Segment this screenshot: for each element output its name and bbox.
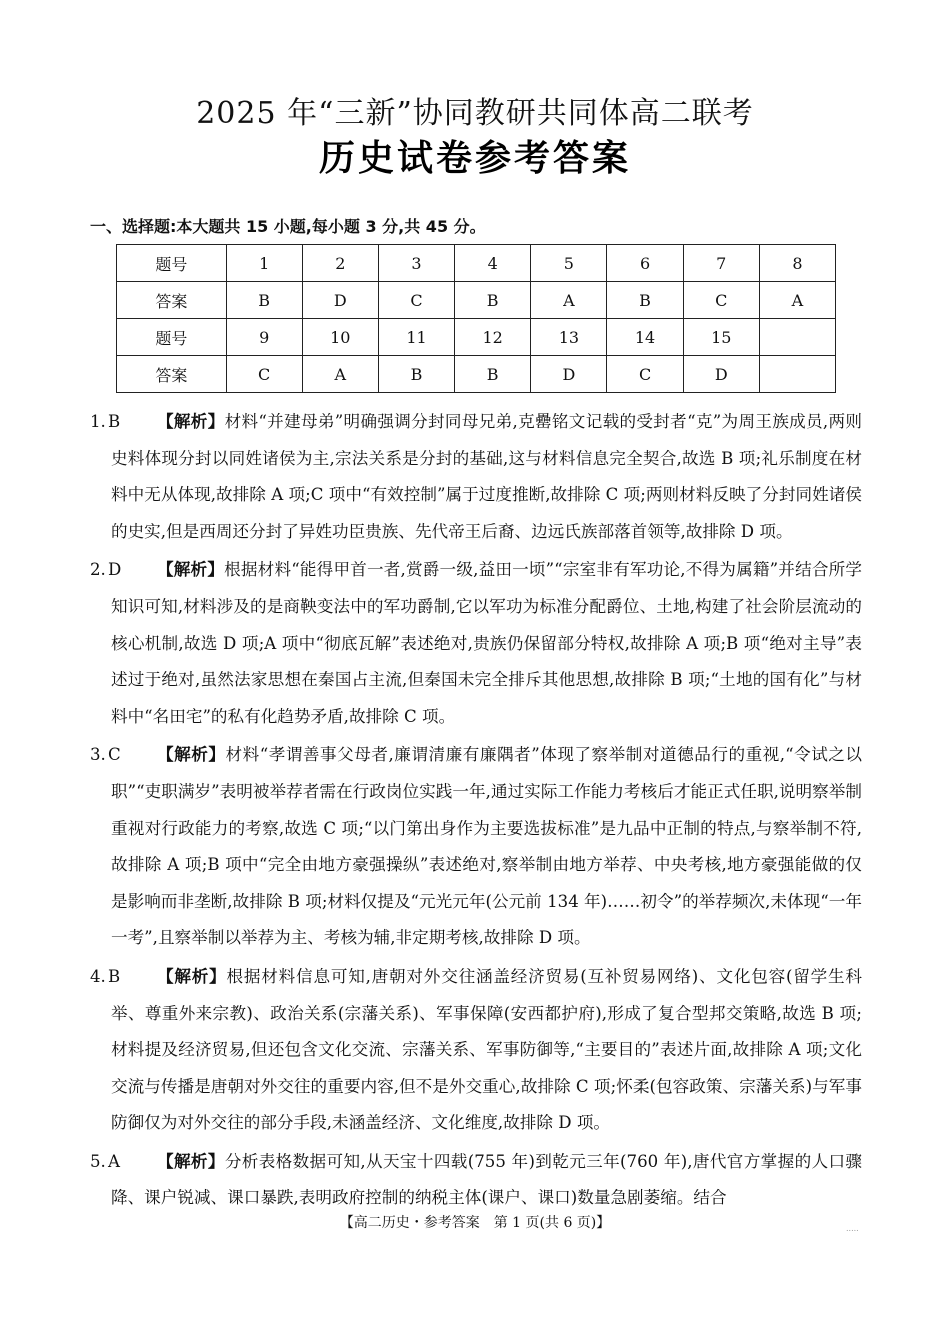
table-cell: 6 (607, 245, 683, 282)
analysis-item-2 (90, 552, 862, 735)
answer-table (116, 244, 836, 393)
table-cell: 9 (226, 319, 302, 356)
table-cell: B (607, 282, 683, 319)
analysis-text: 根据材料“能得甲首一者,赏爵一级,益田一顷”“宗室非有军功论,不得为属籍”并结合所学知识可知,材料涉及的是商鞅变法中的军功爵制,它以军功为标准分配爵位、土地,构建了社会阶层流动的核心机制,故选 D 项;A 项中“彻底瓦解”表述绝对,贵族仍保留部分特权,故排除 A 项;B 项“绝对主导”表述过于绝对,虽然法家思想在秦国占主流,但秦国未完全排斥其他思想,故排除 B 项;“土地的国有化”与材料中“名田宅”的私有化趋势矛盾,故排除 C 项。 (111, 560, 862, 726)
table-cell (759, 356, 835, 393)
table-cell: A (302, 356, 378, 393)
table-row (117, 245, 836, 282)
analysis-item-3 (90, 737, 862, 957)
table-cell: D (683, 356, 759, 393)
table-row (117, 319, 836, 356)
table-cell: B (455, 356, 531, 393)
table-row-label: 题号 (117, 319, 227, 356)
table-cell: B (378, 356, 454, 393)
table-row-label: 答案 (117, 282, 227, 319)
item-number: 4. (90, 966, 106, 986)
analysis-item-1 (90, 404, 862, 550)
table-cell: B (455, 282, 531, 319)
table-cell: C (683, 282, 759, 319)
table-cell: 12 (455, 319, 531, 356)
item-number: 5. (90, 1151, 106, 1171)
item-answer: D (108, 560, 122, 580)
table-cell: 10 (302, 319, 378, 356)
table-cell: 8 (759, 245, 835, 282)
table-cell: 15 (683, 319, 759, 356)
table-cell: B (226, 282, 302, 319)
table-cell: 3 (378, 245, 454, 282)
table-cell: 7 (683, 245, 759, 282)
item-answer: B (108, 412, 121, 431)
analysis-tag: 【解析】 (157, 1151, 225, 1171)
analysis-tag: 【解析】 (157, 966, 227, 986)
table-cell: 1 (226, 245, 302, 282)
table-cell: 2 (302, 245, 378, 282)
table-cell: 5 (531, 245, 607, 282)
item-answer: C (108, 745, 121, 765)
item-answer: A (108, 1151, 120, 1171)
table-cell: A (531, 282, 607, 319)
table-cell: A (759, 282, 835, 319)
table-cell: 13 (531, 319, 607, 356)
item-number: 2. (90, 560, 106, 580)
table-row (117, 282, 836, 319)
analysis-item-4 (90, 959, 862, 1142)
table-cell (759, 319, 835, 356)
table-cell: D (302, 282, 378, 319)
analysis-text: 根据材料信息可知,唐朝对外交往涵盖经济贸易(互补贸易网络)、文化包容(留学生科举、尊重外来宗教)、政治关系(宗藩关系)、军事保障(安西都护府),形成了复合型邦交策略,故选 B 项;材料提及经济贸易,但还包含文化交流、宗藩关系、军事防御等,“主要目的”表述片面,故排除 A 项;文化交流与传播是唐朝对外交往的重要内容,但不是外交重心,故排除 C 项;怀柔(包容政策、宗藩关系)与军事防御仅为对外交往的部分手段,未涵盖经济、文化维度,故排除 D 项。 (111, 966, 862, 1133)
analysis-text: 分析表格数据可知,从天宝十四载(755 年)到乾元三年(760 年),唐代官方掌握的人口骤降、课户锐减、课口暴跌,表明政府控制的纳税主体(课户、课口)数量急剧萎缩。结合 (111, 1151, 863, 1208)
table-cell: C (607, 356, 683, 393)
footer-mark: ..... (846, 1224, 859, 1233)
analysis-text: 材料“并建母弟”明确强调分封同母兄弟,克罍铭文记载的受封者“克”为周王族成员,两则史料体现分封以同姓诸侯为主,宗法关系是分封的基础,这与材料信息完全契合,故选 B 项;礼乐制度在材料中无从体现,故排除 A 项;C 项中“有效控制”属于过度推断,故排除 C 项;两则材料反映了分封同姓诸侯的史实,但是西周还分封了异姓功臣贵族、先代帝王后裔、边远氏族部落首领等,故排除 D 项。 (111, 412, 863, 541)
table-cell: C (378, 282, 454, 319)
analysis-tag: 【解析】 (157, 745, 226, 765)
table-cell: 14 (607, 319, 683, 356)
table-row-label: 题号 (117, 245, 227, 282)
table-row (117, 356, 836, 393)
analysis-text: 材料“孝谓善事父母者,廉谓清廉有廉隅者”体现了察举制对道德品行的重视,“令试之以职”“吏职满岁”表明被举荐者需在行政岗位实践一年,通过实际工作能力考核后才能正式任职,说明察举制重视对行政能力的考察,故选 C 项;“以门第出身作为主要选拔标准”是九品中正制的特点,与察举制不符,故排除 A 项;B 项中“完全由地方豪强操纵”表述绝对,察举制由地方举荐、中央考核,地方豪强能做的仅是影响而非垄断,故排除 B 项;材料仅提及“元光元年(公元前 134 年)……初令”的举荐频次,未体现“一年一考”,且察举制以举荐为主、考核为辅,非定期考核,故排除 D 项。 (111, 745, 863, 948)
analysis-item-5 (90, 1144, 862, 1217)
table-cell: D (531, 356, 607, 393)
table-cell: 11 (378, 319, 454, 356)
item-answer: B (108, 966, 121, 986)
document-title: 历史试卷参考答案 (318, 138, 631, 179)
exam-title: 2025 年“三新”协同教研共同体高二联考 (196, 96, 754, 131)
analysis-list (90, 404, 862, 1219)
item-number: 3. (90, 745, 106, 765)
item-number: 1. (90, 412, 106, 431)
table-cell: 4 (455, 245, 531, 282)
table-row-label: 答案 (117, 356, 227, 393)
page-footer: 【高二历史・参考答案 第 1 页(共 6 页)】 (339, 1215, 611, 1231)
table-cell: C (226, 356, 302, 393)
section-heading: 一、选择题:本大题共 15 小题,每小题 3 分,共 45 分。 (90, 217, 486, 236)
analysis-tag: 【解析】 (157, 412, 225, 431)
analysis-tag: 【解析】 (157, 560, 225, 580)
